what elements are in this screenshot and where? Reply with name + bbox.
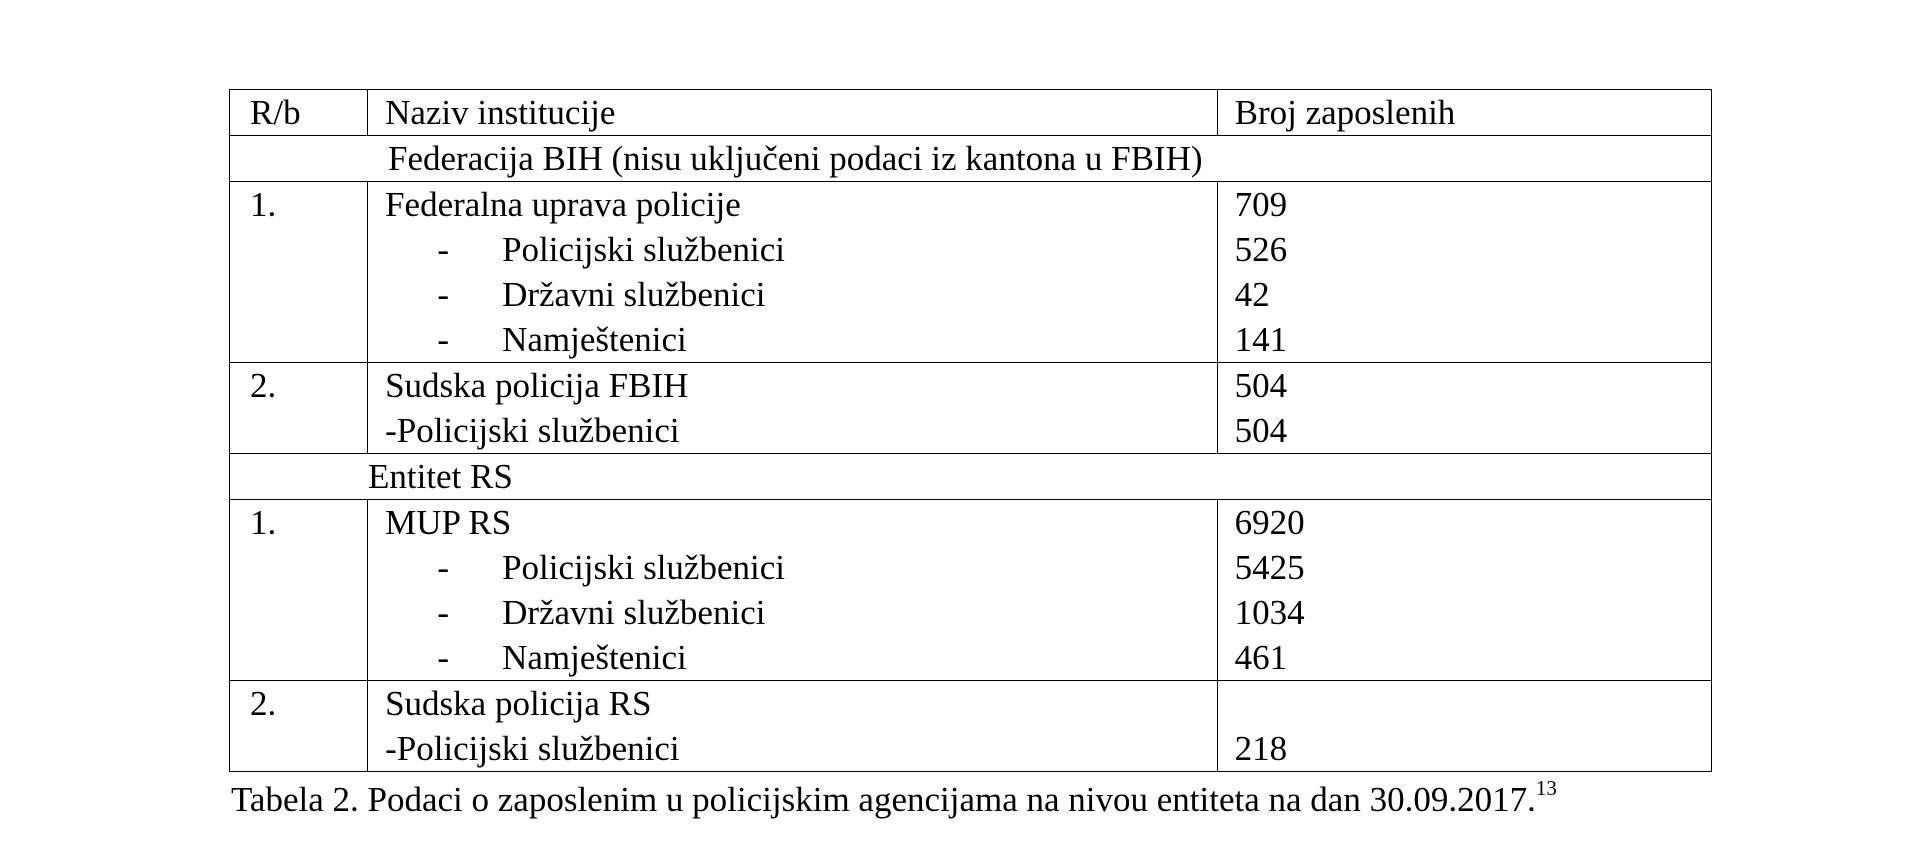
table-header-row bbox=[230, 90, 1712, 136]
sub-item: - Policijski službenici bbox=[437, 230, 785, 269]
table-row bbox=[230, 182, 1712, 363]
row-count: 709 526 42 141 bbox=[1217, 182, 1711, 363]
caption-text: Tabela 2. Podaci o zaposlenim u policijskim agencijama na nivou entiteta na dan 30.09.2017. bbox=[231, 780, 1536, 819]
sub-item: - Državni službenici bbox=[437, 593, 766, 632]
row-name: Sudska policija FBIH -Policijski službenici bbox=[368, 363, 1218, 454]
row-num: 2. bbox=[230, 681, 368, 772]
table-row bbox=[230, 500, 1712, 681]
row-name: Sudska policija RS -Policijski službenici bbox=[368, 681, 1218, 772]
sub-item: - Namještenici bbox=[437, 320, 687, 359]
table-row bbox=[230, 363, 1712, 454]
row-name: MUP RS - Policijski službenici - Državni službenici - Namještenici bbox=[368, 500, 1218, 681]
row-count: 218 bbox=[1217, 681, 1711, 772]
row-num: 1. bbox=[230, 500, 368, 681]
section-title: Federacija BIH (nisu uključeni podaci iz kantona u FBIH) bbox=[230, 136, 1712, 182]
footnote-marker: 13 bbox=[1535, 776, 1557, 800]
header-num: R/b bbox=[230, 90, 368, 136]
employee-table bbox=[229, 89, 1712, 772]
header-count: Broj zaposlenih bbox=[1217, 90, 1711, 136]
sub-item: - Namještenici bbox=[437, 638, 687, 677]
section-title: Entitet RS bbox=[230, 454, 1712, 500]
section-row-rs bbox=[230, 454, 1712, 500]
header-name: Naziv institucije bbox=[368, 90, 1218, 136]
sub-item: -Policijski službenici bbox=[385, 411, 680, 450]
row-count: 504 504 bbox=[1217, 363, 1711, 454]
sub-item: - Državni službenici bbox=[437, 275, 766, 314]
row-num: 1. bbox=[230, 182, 368, 363]
table-caption bbox=[231, 777, 1557, 822]
row-count: 6920 5425 1034 461 bbox=[1217, 500, 1711, 681]
row-name: Federalna uprava policije - Policijski službenici - Državni službenici - Namještenici bbox=[368, 182, 1218, 363]
table-row bbox=[230, 681, 1712, 772]
row-num: 2. bbox=[230, 363, 368, 454]
section-row-fbih bbox=[230, 136, 1712, 182]
sub-item: - Policijski službenici bbox=[437, 548, 785, 587]
sub-item: -Policijski službenici bbox=[385, 729, 680, 768]
